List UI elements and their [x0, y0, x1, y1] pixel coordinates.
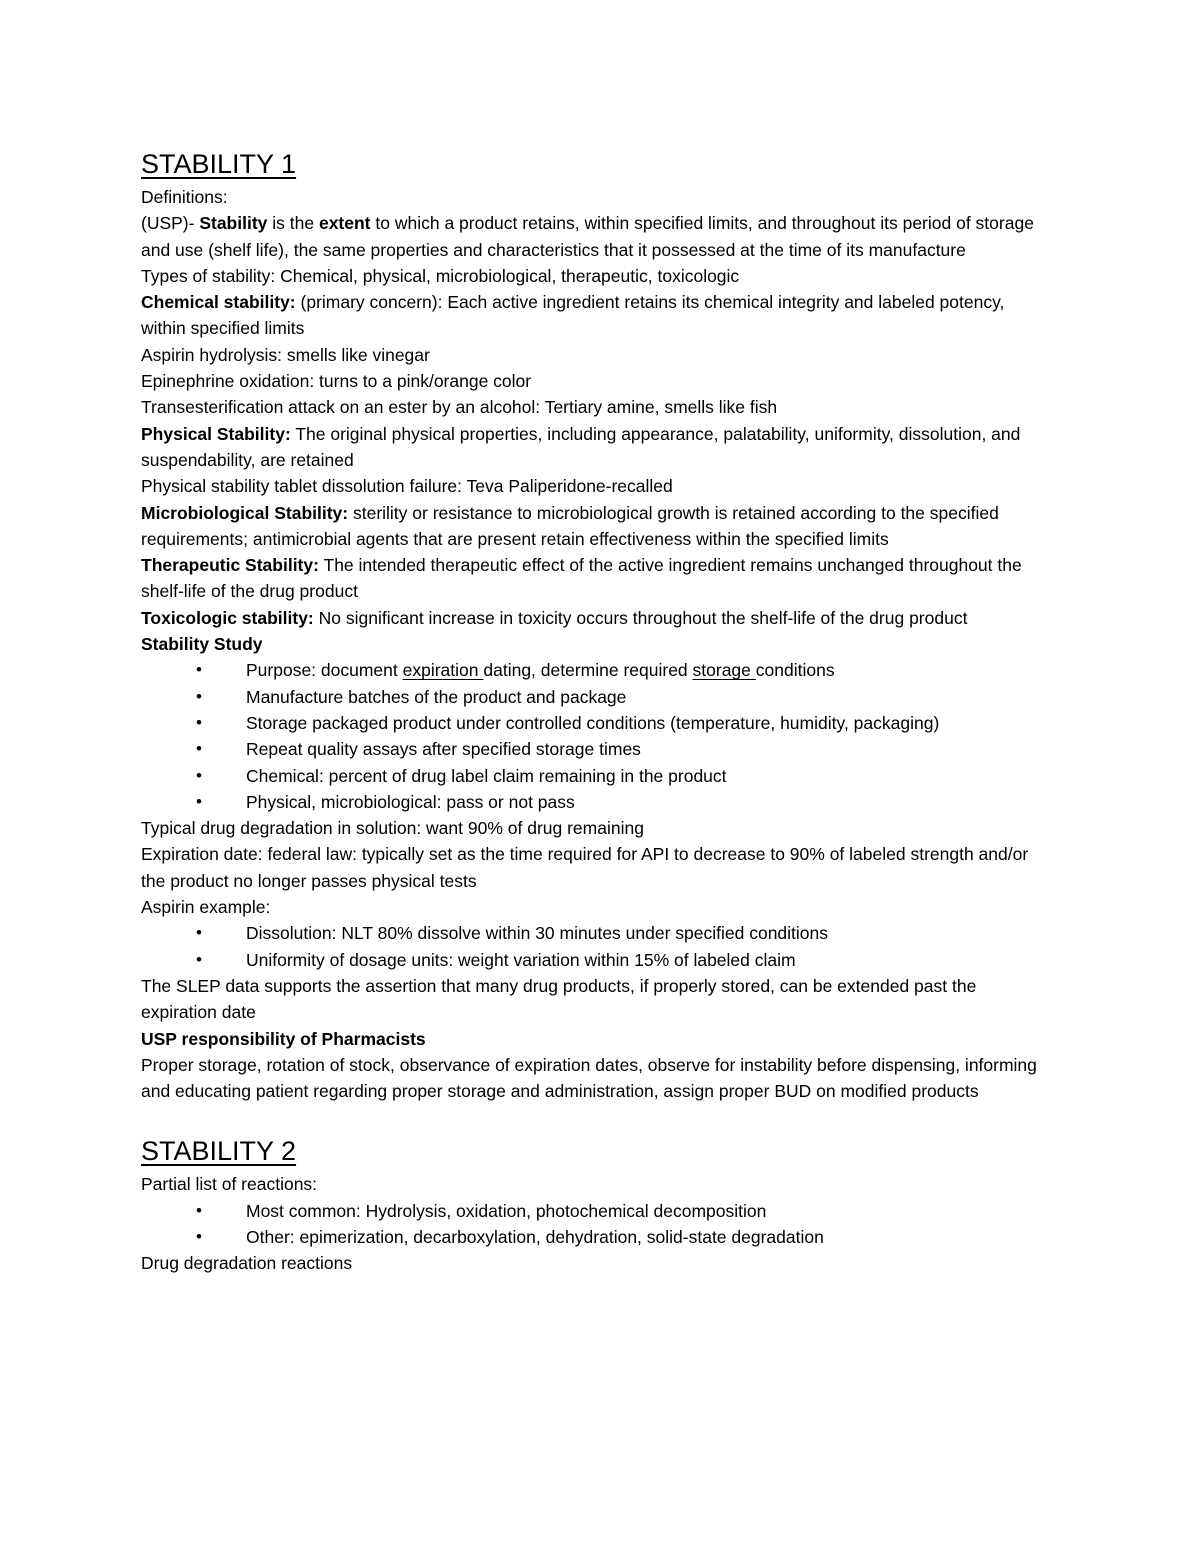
usp-mid: is the	[267, 213, 319, 234]
usp-rest: to which a product retains, within specified limits, and throughout its period of storage and use (shelf life), the same properties and characteristics that it possessed at the time of its manufacture	[141, 213, 1034, 260]
aspirin-hydrolysis: Aspirin hydrolysis: smells like vinegar	[141, 344, 430, 365]
chemical-text: (primary concern): Each active ingredient retains its chemical integrity and labeled potency, within specified limits	[141, 292, 1005, 339]
microbiological-text: sterility or resistance to microbiological growth is retained according to the specified requirements; antimicrobial agents that are present retain effectiveness within the specified limits	[141, 502, 999, 549]
purpose-text-b: dating, determine required	[483, 660, 693, 681]
list-item-text: Repeat quality assays after specified storage times	[246, 739, 641, 760]
chemical-term: Chemical stability:	[141, 292, 296, 313]
list-item	[196, 763, 1050, 789]
list-item-text: Uniformity of dosage units: weight variation within 15% of labeled claim	[246, 949, 796, 970]
drug-degradation-reactions: Drug degradation reactions	[141, 1253, 353, 1274]
purpose-storage-underlined: storage	[692, 660, 756, 681]
therapeutic-stability	[141, 552, 1050, 605]
list-item-text: Dissolution: NLT 80% dissolve within 30 minutes under specified conditions	[246, 923, 829, 944]
stability-term: Stability	[199, 213, 268, 234]
transesterification: Transesterification attack on an ester by an alcohol: Tertiary amine, smells like fish	[141, 397, 778, 418]
microbiological-stability	[141, 500, 1050, 553]
list-item-text: Other: epimerization, decarboxylation, dehydration, solid-state degradation	[246, 1226, 824, 1247]
usp-definition	[141, 210, 1050, 263]
stability-study-title: Stability Study	[141, 634, 263, 655]
list-item-text: Storage packaged product under controlled conditions (temperature, humidity, packaging)	[246, 712, 940, 733]
section-1-title: STABILITY 1	[141, 149, 297, 179]
bullet-icon: •	[196, 739, 202, 759]
partial-list-label: Partial list of reactions:	[141, 1174, 318, 1195]
microbiological-term: Microbiological Stability:	[141, 502, 349, 523]
physical-failure: Physical stability tablet dissolution failure: Teva Paliperidone-recalled	[141, 476, 673, 497]
purpose-expiration-underlined: expiration	[402, 660, 484, 681]
types-of-stability: Types of stability: Chemical, physical, microbiological, therapeutic, toxicologic	[141, 265, 740, 286]
bullet-icon: •	[196, 660, 202, 680]
epinephrine-oxidation: Epinephrine oxidation: turns to a pink/orange color	[141, 371, 532, 392]
usp-prefix: (USP)-	[141, 213, 200, 234]
expiration-date: Expiration date: federal law: typically set as the time required for API to decrease to 90% of labeled strength and/or the product no longer passes physical tests	[141, 844, 1029, 891]
chemical-stability	[141, 289, 1050, 342]
list-item-text: Most common: Hydrolysis, oxidation, photochemical decomposition	[246, 1200, 767, 1221]
slep-data: The SLEP data supports the assertion that many drug products, if properly stored, can be extended past the expiration date	[141, 975, 977, 1023]
list-item-text: Manufacture batches of the product and package	[246, 686, 627, 707]
list-item	[196, 920, 1050, 946]
list-item	[196, 736, 1050, 762]
physical-term: Physical Stability:	[141, 423, 291, 444]
list-item-text: Physical, microbiological: pass or not pass	[246, 791, 575, 812]
extent-term: extent	[318, 213, 371, 234]
toxicologic-term: Toxicologic stability:	[141, 607, 314, 628]
physical-stability	[141, 421, 1050, 474]
purpose-text-c: conditions	[755, 660, 835, 681]
list-item	[196, 710, 1050, 736]
aspirin-example-list	[141, 920, 1050, 973]
section-2-title: STABILITY 2	[141, 1136, 297, 1167]
list-item	[196, 1224, 1050, 1250]
definitions-label: Definitions:	[141, 187, 228, 207]
toxicologic-stability	[141, 605, 1050, 631]
usp-responsibility-title: USP responsibility of Pharmacists	[141, 1028, 426, 1049]
list-item	[196, 947, 1050, 973]
list-item	[196, 789, 1050, 815]
bullet-icon: •	[196, 686, 202, 706]
therapeutic-term: Therapeutic Stability:	[141, 555, 319, 576]
aspirin-example: Aspirin example:	[141, 897, 271, 918]
bullet-icon: •	[196, 1226, 202, 1246]
therapeutic-text: The intended therapeutic effect of the active ingredient remains unchanged throughout the shelf-life of the drug product	[141, 555, 1022, 602]
list-item	[196, 657, 1050, 683]
bullet-icon: •	[196, 1200, 202, 1220]
usp-responsibility-text: Proper storage, rotation of stock, observance of expiration dates, observe for instability before dispensing, informing and educating patient regarding proper storage and administration, assign proper BUD on modified products	[141, 1054, 1037, 1102]
purpose-text-a: Purpose: document	[246, 660, 403, 681]
stability-study-list	[141, 657, 1050, 815]
reactions-list	[141, 1198, 1050, 1251]
physical-text: The original physical properties, including appearance, palatability, uniformity, dissolution, and suspendability, are retained	[141, 423, 1021, 470]
bullet-icon: •	[196, 923, 202, 943]
list-item	[196, 684, 1050, 710]
typical-degradation: Typical drug degradation in solution: want 90% of drug remaining	[141, 818, 644, 839]
toxicologic-text: No significant increase in toxicity occurs throughout the shelf-life of the drug product	[313, 607, 968, 628]
bullet-icon: •	[196, 712, 202, 732]
list-item-text: Chemical: percent of drug label claim remaining in the product	[246, 765, 727, 786]
bullet-icon: •	[196, 765, 202, 785]
bullet-icon: •	[196, 791, 202, 811]
list-item	[196, 1198, 1050, 1224]
bullet-icon: •	[196, 949, 202, 969]
